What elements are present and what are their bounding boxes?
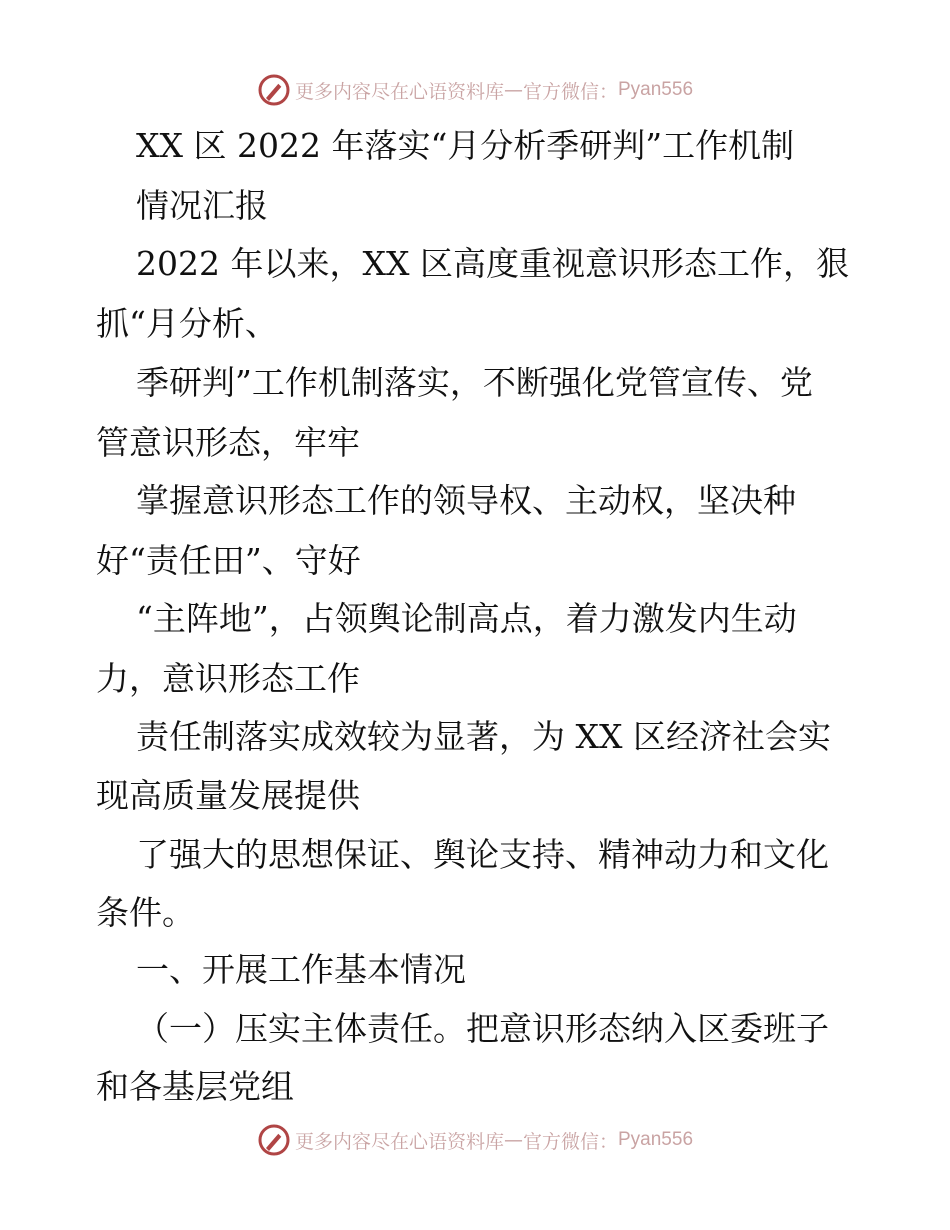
body-line: 掌握意识形态工作的领导权、主动权，坚决种: [136, 481, 796, 520]
watermark-brand: 更多内容尽在心语资料库: [294, 1130, 504, 1153]
watermark-header: [0, 72, 950, 108]
watermark-contact-id: Pyan556: [618, 79, 694, 100]
body-line: 和各基层党组: [96, 1067, 294, 1106]
watermark-contact-label: 官方微信：: [522, 80, 618, 103]
title-line-2: 情况汇报: [136, 186, 268, 225]
body-line: 了强大的思想保证、舆论支持、精神动力和文化: [136, 835, 829, 874]
body-line: （一）压实主体责任。把意识形态纳入区委班子: [136, 1009, 829, 1048]
watermark-contact-id: Pyan556: [618, 1129, 694, 1150]
body-line: 好“责任田”、守好: [96, 541, 361, 580]
watermark-contact-label: 官方微信：: [522, 1130, 618, 1153]
title-line-1: XX 区 2022 年落实“月分析季研判”工作机制: [136, 126, 795, 165]
body-line: 力，意识形态工作: [96, 659, 360, 698]
pen-logo-icon: [257, 73, 291, 107]
watermark-footer: [0, 1122, 950, 1158]
body-line: 2022 年以来，XX 区高度重视意识形态工作，狠: [136, 244, 849, 283]
body-line: “主阵地”，占领舆论制高点，着力激发内生动: [136, 599, 797, 638]
body-line: 现高质量发展提供: [96, 776, 360, 815]
watermark-dash: —: [503, 79, 523, 101]
body-line: 管意识形态，牢牢: [96, 423, 360, 462]
body-line: 条件。: [96, 893, 195, 932]
body-line: 抓“月分析、: [96, 304, 278, 343]
watermark-brand: 更多内容尽在心语资料库: [294, 80, 504, 103]
body-line: 季研判”工作机制落实，不断强化党管宣传、党: [136, 363, 813, 402]
watermark-dash: —: [503, 1129, 523, 1151]
section-heading: 一、开展工作基本情况: [136, 950, 466, 989]
body-line: 责任制落实成效较为显著，为 XX 区经济社会实: [136, 717, 831, 756]
pen-logo-icon: [257, 1123, 291, 1157]
